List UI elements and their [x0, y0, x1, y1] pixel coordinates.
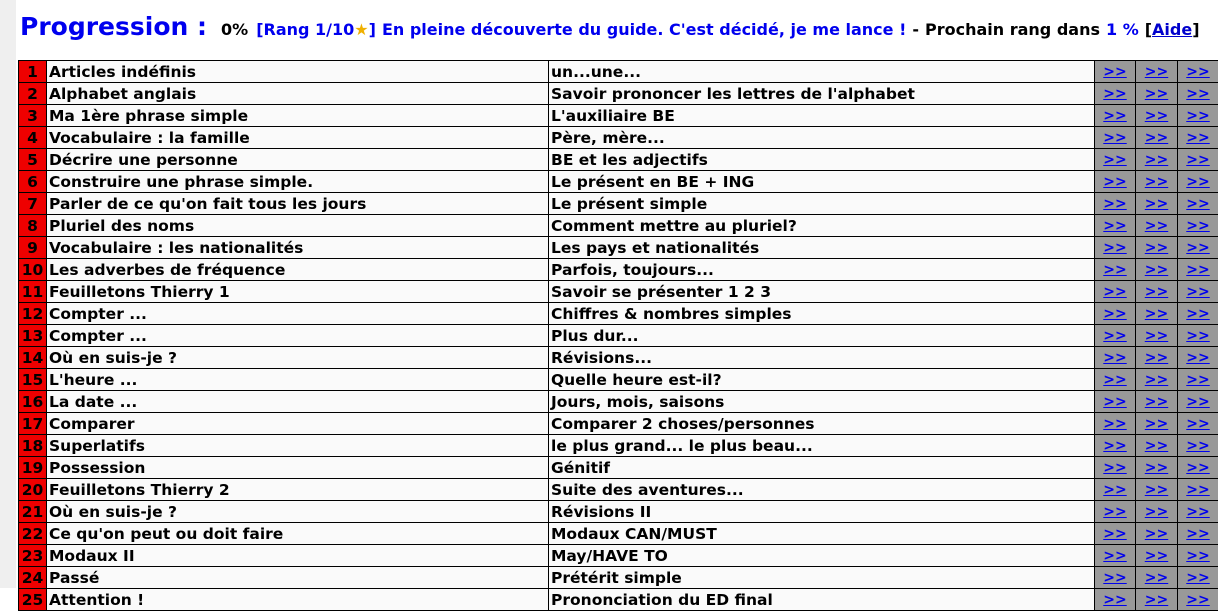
lesson-title: Feuilletons Thierry 2 — [47, 479, 549, 501]
action-cell — [1095, 83, 1136, 105]
lesson-link-2[interactable]: >> — [1145, 548, 1168, 564]
action-cell — [1095, 347, 1136, 369]
action-cell — [1178, 171, 1218, 193]
lesson-description: Suite des aventures... — [549, 479, 1095, 501]
lesson-description: Modaux CAN/MUST — [549, 523, 1095, 545]
lesson-link-1[interactable]: >> — [1103, 504, 1126, 520]
lesson-number: 25 — [19, 589, 47, 611]
lesson-link-3[interactable]: >> — [1186, 482, 1209, 498]
lesson-link-1[interactable]: >> — [1103, 130, 1126, 146]
lesson-row — [19, 127, 1218, 149]
lesson-link-1[interactable]: >> — [1103, 108, 1126, 124]
lesson-title: Compter ... — [47, 325, 549, 347]
lesson-link-2[interactable]: >> — [1145, 460, 1168, 476]
lesson-link-2[interactable]: >> — [1145, 350, 1168, 366]
lesson-row — [19, 215, 1218, 237]
action-cell — [1136, 105, 1178, 127]
rank-close: ] — [369, 20, 376, 39]
lessons-table — [18, 60, 1218, 611]
lesson-number: 17 — [19, 413, 47, 435]
lesson-title: Vocabulaire : la famille — [47, 127, 549, 149]
action-cell — [1095, 545, 1136, 567]
action-cell — [1136, 215, 1178, 237]
lesson-link-3[interactable]: >> — [1186, 240, 1209, 256]
lesson-link-3[interactable]: >> — [1186, 460, 1209, 476]
lesson-link-2[interactable]: >> — [1145, 570, 1168, 586]
lesson-title: Modaux II — [47, 545, 549, 567]
lesson-link-3[interactable]: >> — [1186, 152, 1209, 168]
action-cell — [1095, 479, 1136, 501]
action-cell — [1095, 325, 1136, 347]
action-cell — [1095, 215, 1136, 237]
action-cell — [1178, 413, 1218, 435]
lesson-link-3[interactable]: >> — [1186, 130, 1209, 146]
lesson-link-1[interactable]: >> — [1103, 64, 1126, 80]
lesson-number: 6 — [19, 171, 47, 193]
action-cell — [1136, 237, 1178, 259]
lesson-row — [19, 567, 1218, 589]
action-cell — [1178, 523, 1218, 545]
rank-message: En pleine découverte du guide. C'est décidé, je me lance ! — [382, 20, 906, 39]
lesson-link-2[interactable]: >> — [1145, 196, 1168, 212]
lesson-title: Décrire une personne — [47, 149, 549, 171]
lesson-description: Révisions II — [549, 501, 1095, 523]
action-cell — [1095, 259, 1136, 281]
lesson-link-1[interactable]: >> — [1103, 394, 1126, 410]
action-cell — [1095, 171, 1136, 193]
lesson-row — [19, 589, 1218, 611]
action-cell — [1136, 325, 1178, 347]
lesson-number: 1 — [19, 61, 47, 83]
lesson-row — [19, 237, 1218, 259]
lesson-link-2[interactable]: >> — [1145, 174, 1168, 190]
lesson-link-1[interactable]: >> — [1103, 152, 1126, 168]
lesson-row — [19, 501, 1218, 523]
help-group — [1145, 20, 1200, 39]
lesson-link-1[interactable]: >> — [1103, 86, 1126, 102]
header-dash: - — [912, 20, 919, 39]
lesson-title: La date ... — [47, 391, 549, 413]
rank-group — [256, 20, 376, 39]
lesson-number: 7 — [19, 193, 47, 215]
action-cell — [1136, 347, 1178, 369]
lesson-row — [19, 369, 1218, 391]
lesson-link-3[interactable]: >> — [1186, 548, 1209, 564]
lesson-description: Jours, mois, saisons — [549, 391, 1095, 413]
action-cell — [1136, 413, 1178, 435]
lesson-link-2[interactable]: >> — [1145, 262, 1168, 278]
action-cell — [1178, 61, 1218, 83]
action-cell — [1136, 391, 1178, 413]
lesson-number: 18 — [19, 435, 47, 457]
lesson-link-3[interactable]: >> — [1186, 372, 1209, 388]
lesson-row — [19, 61, 1218, 83]
lesson-row — [19, 149, 1218, 171]
lesson-link-3[interactable]: >> — [1186, 504, 1209, 520]
lesson-description: Plus dur... — [549, 325, 1095, 347]
lesson-number: 15 — [19, 369, 47, 391]
action-cell — [1136, 149, 1178, 171]
lesson-title: Pluriel des noms — [47, 215, 549, 237]
lesson-row — [19, 347, 1218, 369]
lesson-title: Ma 1ère phrase simple — [47, 105, 549, 127]
lesson-link-3[interactable]: >> — [1186, 284, 1209, 300]
action-cell — [1095, 413, 1136, 435]
lesson-row — [19, 171, 1218, 193]
lesson-link-1[interactable]: >> — [1103, 306, 1126, 322]
lesson-link-1[interactable]: >> — [1103, 482, 1126, 498]
action-cell — [1136, 523, 1178, 545]
action-cell — [1178, 83, 1218, 105]
action-cell — [1136, 259, 1178, 281]
lesson-link-2[interactable]: >> — [1145, 372, 1168, 388]
next-rank-value: 1 % — [1106, 20, 1139, 39]
lesson-description: Génitif — [549, 457, 1095, 479]
lesson-title: Les adverbes de fréquence — [47, 259, 549, 281]
action-cell — [1178, 391, 1218, 413]
lesson-row — [19, 259, 1218, 281]
lesson-title: Passé — [47, 567, 549, 589]
lesson-link-3[interactable]: >> — [1186, 570, 1209, 586]
action-cell — [1095, 193, 1136, 215]
lesson-number: 13 — [19, 325, 47, 347]
lesson-description: Le présent simple — [549, 193, 1095, 215]
lesson-description: Père, mère... — [549, 127, 1095, 149]
lesson-number: 20 — [19, 479, 47, 501]
lesson-title: Vocabulaire : les nationalités — [47, 237, 549, 259]
help-open: [ — [1145, 20, 1152, 39]
lesson-link-3[interactable]: >> — [1186, 108, 1209, 124]
lesson-title: Alphabet anglais — [47, 83, 549, 105]
lesson-row — [19, 83, 1218, 105]
lesson-description: Parfois, toujours... — [549, 259, 1095, 281]
lesson-link-2[interactable]: >> — [1145, 482, 1168, 498]
lesson-description: May/HAVE TO — [549, 545, 1095, 567]
lesson-link-3[interactable]: >> — [1186, 350, 1209, 366]
star-icon: ★ — [354, 20, 368, 39]
lesson-title: Où en suis-je ? — [47, 501, 549, 523]
rank-open: [Rang 1/10 — [256, 20, 354, 39]
lesson-link-2[interactable]: >> — [1145, 152, 1168, 168]
lesson-link-1[interactable]: >> — [1103, 372, 1126, 388]
lesson-number: 3 — [19, 105, 47, 127]
action-cell — [1136, 545, 1178, 567]
left-margin-bar — [0, 0, 16, 588]
lesson-link-2[interactable]: >> — [1145, 130, 1168, 146]
lesson-description: BE et les adjectifs — [549, 149, 1095, 171]
lesson-row — [19, 413, 1218, 435]
lesson-link-2[interactable]: >> — [1145, 108, 1168, 124]
lesson-number: 2 — [19, 83, 47, 105]
action-cell — [1178, 237, 1218, 259]
lesson-title: Où en suis-je ? — [47, 347, 549, 369]
lesson-description: Révisions... — [549, 347, 1095, 369]
next-rank-label: Prochain rang dans — [925, 20, 1100, 39]
action-cell — [1178, 149, 1218, 171]
lesson-link-3[interactable]: >> — [1186, 306, 1209, 322]
lesson-row — [19, 105, 1218, 127]
lesson-description: Prétérit simple — [549, 567, 1095, 589]
lesson-link-1[interactable]: >> — [1103, 526, 1126, 542]
lesson-description: Savoir se présenter 1 2 3 — [549, 281, 1095, 303]
action-cell — [1136, 435, 1178, 457]
lesson-number: 10 — [19, 259, 47, 281]
lesson-number: 14 — [19, 347, 47, 369]
action-cell — [1178, 589, 1218, 611]
help-close: ] — [1192, 20, 1199, 39]
lesson-link-3[interactable]: >> — [1186, 196, 1209, 212]
lesson-row — [19, 435, 1218, 457]
action-cell — [1178, 479, 1218, 501]
lesson-link-1[interactable]: >> — [1103, 240, 1126, 256]
action-cell — [1095, 281, 1136, 303]
lesson-link-1[interactable]: >> — [1103, 416, 1126, 432]
lesson-title: Feuilletons Thierry 1 — [47, 281, 549, 303]
action-cell — [1095, 369, 1136, 391]
lesson-link-2[interactable]: >> — [1145, 328, 1168, 344]
lesson-link-3[interactable]: >> — [1186, 328, 1209, 344]
lesson-link-1[interactable]: >> — [1103, 570, 1126, 586]
action-cell — [1095, 303, 1136, 325]
lesson-link-1[interactable]: >> — [1103, 460, 1126, 476]
lesson-row — [19, 457, 1218, 479]
action-cell — [1178, 501, 1218, 523]
action-cell — [1178, 347, 1218, 369]
help-link[interactable]: Aide — [1152, 20, 1192, 39]
action-cell — [1136, 501, 1178, 523]
lesson-link-2[interactable]: >> — [1145, 64, 1168, 80]
action-cell — [1136, 83, 1178, 105]
lesson-description: Prononciation du ED final — [549, 589, 1095, 611]
action-cell — [1178, 127, 1218, 149]
progress-title: Progression : — [20, 12, 207, 41]
lesson-number: 5 — [19, 149, 47, 171]
lesson-number: 4 — [19, 127, 47, 149]
action-cell — [1178, 325, 1218, 347]
lesson-description: Quelle heure est-il? — [549, 369, 1095, 391]
action-cell — [1095, 391, 1136, 413]
lesson-description: un...une... — [549, 61, 1095, 83]
action-cell — [1095, 589, 1136, 611]
lesson-link-1[interactable]: >> — [1103, 218, 1126, 234]
lesson-description: Le présent en BE + ING — [549, 171, 1095, 193]
lesson-description: Comment mettre au pluriel? — [549, 215, 1095, 237]
lesson-link-1[interactable]: >> — [1103, 262, 1126, 278]
lesson-link-2[interactable]: >> — [1145, 394, 1168, 410]
lesson-description: Comparer 2 choses/personnes — [549, 413, 1095, 435]
lesson-link-1[interactable]: >> — [1103, 196, 1126, 212]
action-cell — [1136, 479, 1178, 501]
action-cell — [1095, 567, 1136, 589]
action-cell — [1178, 303, 1218, 325]
lesson-title: Attention ! — [47, 589, 549, 611]
action-cell — [1178, 545, 1218, 567]
lesson-number: 8 — [19, 215, 47, 237]
lesson-number: 16 — [19, 391, 47, 413]
lesson-title: Articles indéfinis — [47, 61, 549, 83]
lesson-row — [19, 281, 1218, 303]
action-cell — [1095, 149, 1136, 171]
lesson-link-1[interactable]: >> — [1103, 438, 1126, 454]
action-cell — [1136, 567, 1178, 589]
lesson-link-2[interactable]: >> — [1145, 416, 1168, 432]
lesson-link-2[interactable]: >> — [1145, 438, 1168, 454]
action-cell — [1136, 281, 1178, 303]
lesson-row — [19, 523, 1218, 545]
progress-header — [20, 12, 1218, 44]
lesson-link-2[interactable]: >> — [1145, 592, 1168, 608]
lesson-link-2[interactable]: >> — [1145, 504, 1168, 520]
action-cell — [1136, 303, 1178, 325]
lesson-row — [19, 391, 1218, 413]
action-cell — [1178, 369, 1218, 391]
action-cell — [1136, 457, 1178, 479]
lesson-number: 21 — [19, 501, 47, 523]
lesson-description: Les pays et nationalités — [549, 237, 1095, 259]
action-cell — [1095, 105, 1136, 127]
lesson-number: 11 — [19, 281, 47, 303]
lesson-number: 12 — [19, 303, 47, 325]
lesson-title: Construire une phrase simple. — [47, 171, 549, 193]
lesson-link-3[interactable]: >> — [1186, 174, 1209, 190]
lesson-link-3[interactable]: >> — [1186, 218, 1209, 234]
lesson-number: 22 — [19, 523, 47, 545]
action-cell — [1178, 215, 1218, 237]
action-cell — [1095, 435, 1136, 457]
action-cell — [1178, 435, 1218, 457]
lesson-link-3[interactable]: >> — [1186, 86, 1209, 102]
lesson-link-2[interactable]: >> — [1145, 284, 1168, 300]
lesson-link-3[interactable]: >> — [1186, 394, 1209, 410]
lesson-link-1[interactable]: >> — [1103, 174, 1126, 190]
lesson-link-1[interactable]: >> — [1103, 548, 1126, 564]
lesson-row — [19, 303, 1218, 325]
lesson-title: Possession — [47, 457, 549, 479]
lesson-link-2[interactable]: >> — [1145, 526, 1168, 542]
lesson-title: Parler de ce qu'on fait tous les jours — [47, 193, 549, 215]
lesson-link-2[interactable]: >> — [1145, 218, 1168, 234]
action-cell — [1178, 193, 1218, 215]
action-cell — [1178, 105, 1218, 127]
lesson-link-3[interactable]: >> — [1186, 262, 1209, 278]
lesson-link-2[interactable]: >> — [1145, 306, 1168, 322]
action-cell — [1136, 127, 1178, 149]
lesson-number: 24 — [19, 567, 47, 589]
lesson-link-3[interactable]: >> — [1186, 592, 1209, 608]
lesson-link-1[interactable]: >> — [1103, 592, 1126, 608]
action-cell — [1095, 61, 1136, 83]
lesson-link-1[interactable]: >> — [1103, 284, 1126, 300]
lesson-title: Superlatifs — [47, 435, 549, 457]
lesson-link-1[interactable]: >> — [1103, 328, 1126, 344]
lesson-title: Compter ... — [47, 303, 549, 325]
lesson-link-3[interactable]: >> — [1186, 64, 1209, 80]
lesson-link-3[interactable]: >> — [1186, 526, 1209, 542]
lesson-link-2[interactable]: >> — [1145, 86, 1168, 102]
lesson-link-2[interactable]: >> — [1145, 240, 1168, 256]
lesson-title: Ce qu'on peut ou doit faire — [47, 523, 549, 545]
lesson-description: Savoir prononcer les lettres de l'alphabet — [549, 83, 1095, 105]
lesson-description: Chiffres & nombres simples — [549, 303, 1095, 325]
lesson-row — [19, 479, 1218, 501]
action-cell — [1095, 127, 1136, 149]
lesson-link-3[interactable]: >> — [1186, 438, 1209, 454]
lesson-number: 19 — [19, 457, 47, 479]
lesson-title: L'heure ... — [47, 369, 549, 391]
lesson-row — [19, 545, 1218, 567]
action-cell — [1095, 501, 1136, 523]
action-cell — [1136, 369, 1178, 391]
action-cell — [1136, 61, 1178, 83]
lesson-row — [19, 193, 1218, 215]
progress-percent: 0% — [221, 20, 248, 39]
action-cell — [1095, 457, 1136, 479]
lesson-number: 9 — [19, 237, 47, 259]
lesson-row — [19, 325, 1218, 347]
lesson-link-3[interactable]: >> — [1186, 416, 1209, 432]
lesson-title: Comparer — [47, 413, 549, 435]
action-cell — [1136, 171, 1178, 193]
action-cell — [1178, 281, 1218, 303]
action-cell — [1136, 589, 1178, 611]
action-cell — [1095, 523, 1136, 545]
lesson-link-1[interactable]: >> — [1103, 350, 1126, 366]
action-cell — [1136, 193, 1178, 215]
action-cell — [1095, 237, 1136, 259]
action-cell — [1178, 457, 1218, 479]
action-cell — [1178, 259, 1218, 281]
lesson-number: 23 — [19, 545, 47, 567]
action-cell — [1178, 567, 1218, 589]
lesson-description: le plus grand... le plus beau... — [549, 435, 1095, 457]
lesson-description: L'auxiliaire BE — [549, 105, 1095, 127]
